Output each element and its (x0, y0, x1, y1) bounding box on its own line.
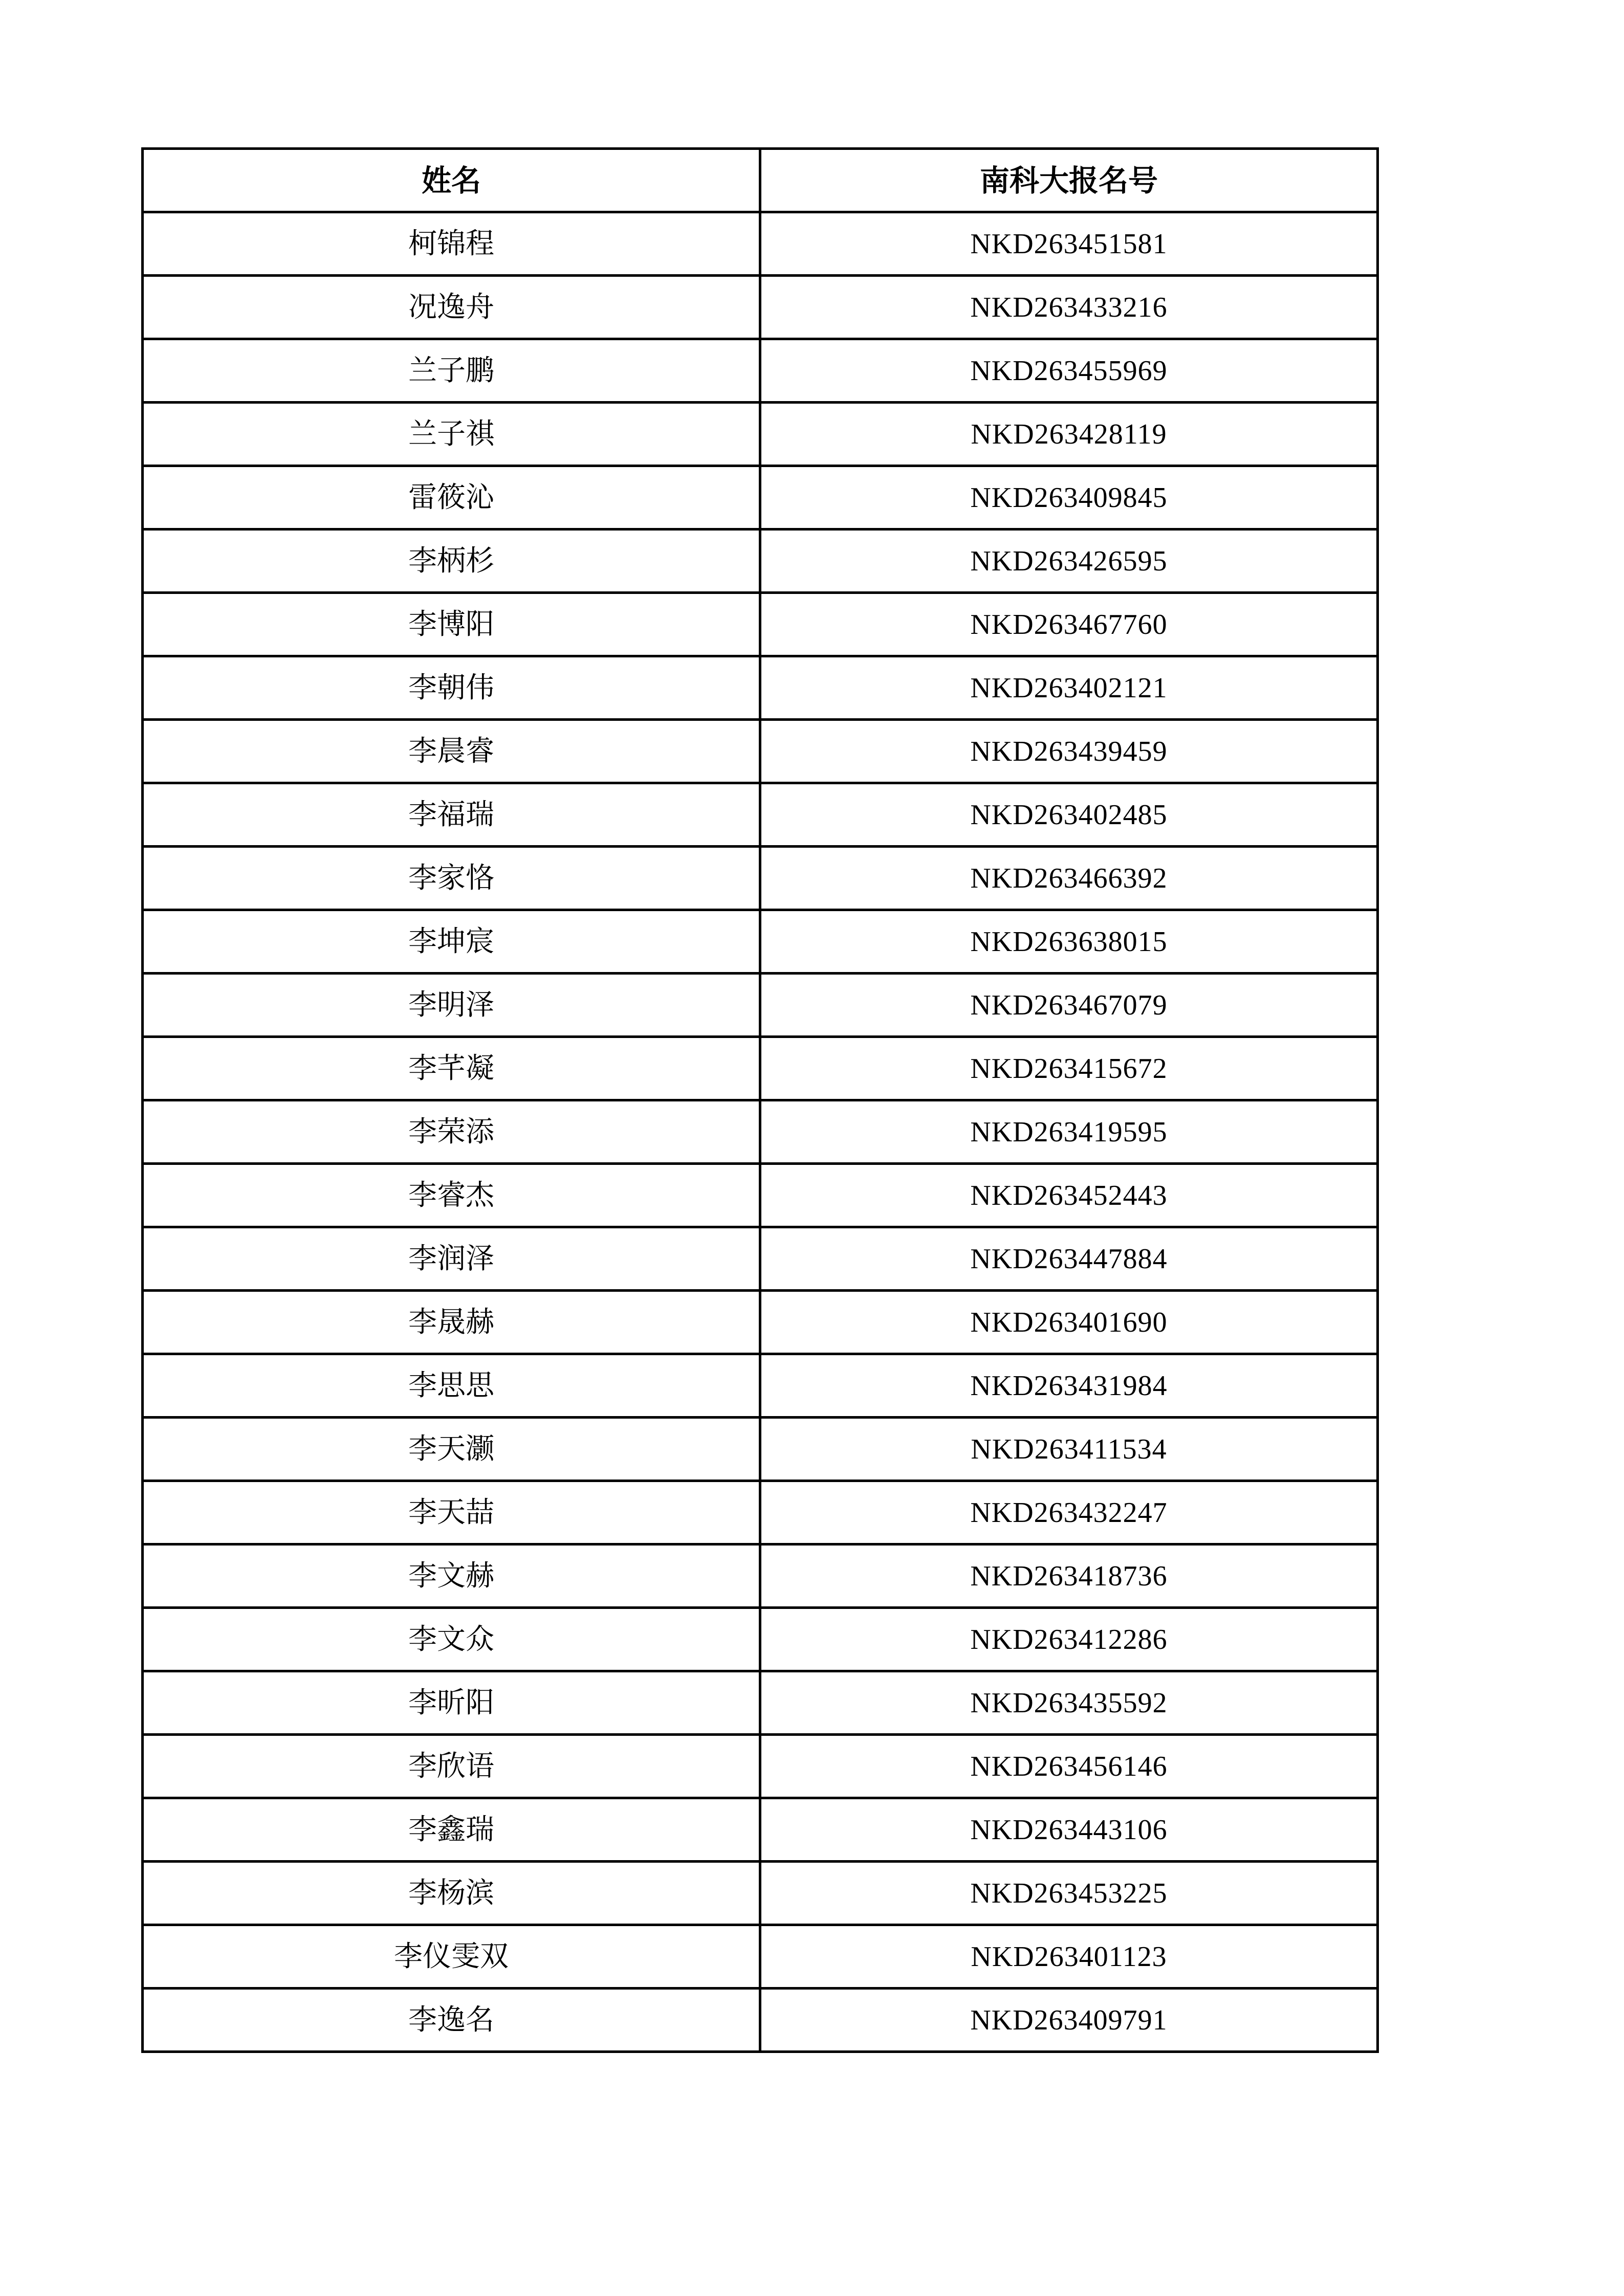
applicant-name-cell: 兰子鹏 (143, 339, 760, 403)
application-number-cell: NKD263432247 (760, 1481, 1378, 1544)
application-number-cell: NKD263439459 (760, 720, 1378, 783)
application-number-cell: NKD263401123 (760, 1925, 1378, 1989)
table-row (143, 1925, 1378, 1989)
table-row (143, 783, 1378, 847)
applicant-name-cell: 李逸名 (143, 1989, 760, 2052)
application-number-cell: NKD263638015 (760, 910, 1378, 974)
applicant-name-cell: 雷筱沁 (143, 466, 760, 529)
table-row (143, 529, 1378, 593)
applicant-name-cell: 柯锦程 (143, 212, 760, 276)
applicant-name-cell: 李荣添 (143, 1100, 760, 1164)
table-header-row (143, 149, 1378, 212)
applicant-name-cell: 李文众 (143, 1608, 760, 1671)
applicant-name-cell: 李家恪 (143, 847, 760, 910)
applicant-name-cell: 李杨滨 (143, 1862, 760, 1925)
table-row (143, 1608, 1378, 1671)
table-row (143, 1354, 1378, 1418)
table-row (143, 1418, 1378, 1481)
applicant-name-cell: 李润泽 (143, 1227, 760, 1291)
applicant-name-cell: 李晟赫 (143, 1291, 760, 1354)
applicant-name-cell: 李坤宸 (143, 910, 760, 974)
application-number-cell: NKD263402485 (760, 783, 1378, 847)
table-row (143, 1227, 1378, 1291)
table-body (143, 212, 1378, 2052)
applicant-name-cell: 李睿杰 (143, 1164, 760, 1227)
application-number-cell: NKD263467079 (760, 974, 1378, 1037)
application-number-cell: NKD263401690 (760, 1291, 1378, 1354)
application-number-cell: NKD263433216 (760, 276, 1378, 339)
table-row (143, 403, 1378, 466)
applicant-table (141, 147, 1379, 2053)
table-row (143, 1735, 1378, 1798)
table-row (143, 720, 1378, 783)
application-number-cell: NKD263411534 (760, 1418, 1378, 1481)
application-number-cell: NKD263451581 (760, 212, 1378, 276)
table-row (143, 656, 1378, 720)
applicant-name-cell: 李朝伟 (143, 656, 760, 720)
application-number-cell: NKD263419595 (760, 1100, 1378, 1164)
applicant-name-cell: 李仪雯双 (143, 1925, 760, 1989)
applicant-name-cell: 李昕阳 (143, 1671, 760, 1735)
applicant-name-cell: 李芊凝 (143, 1037, 760, 1100)
application-number-cell: NKD263402121 (760, 656, 1378, 720)
application-number-cell: NKD263456146 (760, 1735, 1378, 1798)
applicant-name-cell: 兰子祺 (143, 403, 760, 466)
table-row (143, 212, 1378, 276)
table-row (143, 1481, 1378, 1544)
table-row (143, 276, 1378, 339)
applicant-name-cell: 李博阳 (143, 593, 760, 656)
application-number-cell: NKD263435592 (760, 1671, 1378, 1735)
table-row (143, 910, 1378, 974)
application-number-cell: NKD263409845 (760, 466, 1378, 529)
application-number-cell: NKD263443106 (760, 1798, 1378, 1862)
table-row (143, 1862, 1378, 1925)
table-row (143, 1164, 1378, 1227)
application-number-cell: NKD263467760 (760, 593, 1378, 656)
table-row (143, 466, 1378, 529)
table-row (143, 847, 1378, 910)
applicant-name-cell: 李鑫瑞 (143, 1798, 760, 1862)
application-number-cell: NKD263412286 (760, 1608, 1378, 1671)
table-row (143, 1544, 1378, 1608)
applicant-name-cell: 李欣语 (143, 1735, 760, 1798)
application-number-cell: NKD263418736 (760, 1544, 1378, 1608)
application-number-cell: NKD263453225 (760, 1862, 1378, 1925)
table-row (143, 1798, 1378, 1862)
applicant-name-cell: 李天灏 (143, 1418, 760, 1481)
application-number-cell: NKD263409791 (760, 1989, 1378, 2052)
column-header-application-number: 南科大报名号 (760, 149, 1378, 212)
table-row (143, 339, 1378, 403)
table-row (143, 1671, 1378, 1735)
table-row (143, 1291, 1378, 1354)
applicant-name-cell: 李思思 (143, 1354, 760, 1418)
applicant-name-cell: 李福瑞 (143, 783, 760, 847)
application-number-cell: NKD263428119 (760, 403, 1378, 466)
table-row (143, 593, 1378, 656)
application-number-cell: NKD263431984 (760, 1354, 1378, 1418)
applicant-name-cell: 李明泽 (143, 974, 760, 1037)
application-number-cell: NKD263466392 (760, 847, 1378, 910)
application-number-cell: NKD263452443 (760, 1164, 1378, 1227)
applicant-name-cell: 李文赫 (143, 1544, 760, 1608)
column-header-name: 姓名 (143, 149, 760, 212)
application-number-cell: NKD263426595 (760, 529, 1378, 593)
table-row (143, 974, 1378, 1037)
application-number-cell: NKD263455969 (760, 339, 1378, 403)
applicant-name-cell: 况逸舟 (143, 276, 760, 339)
applicant-name-cell: 李晨睿 (143, 720, 760, 783)
applicant-name-cell: 李天喆 (143, 1481, 760, 1544)
table-row (143, 1037, 1378, 1100)
table-row (143, 1100, 1378, 1164)
application-number-cell: NKD263447884 (760, 1227, 1378, 1291)
applicant-name-cell: 李柄杉 (143, 529, 760, 593)
table-row (143, 1989, 1378, 2052)
application-number-cell: NKD263415672 (760, 1037, 1378, 1100)
